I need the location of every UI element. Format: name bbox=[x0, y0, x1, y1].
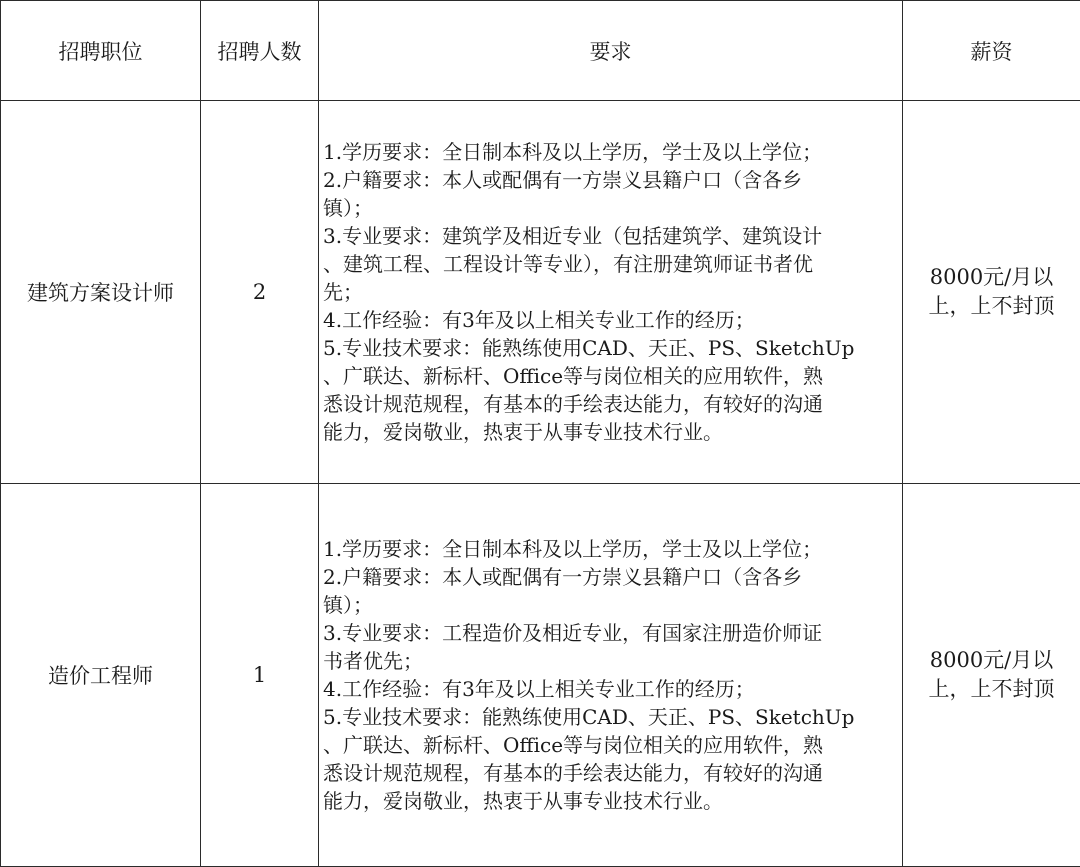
requirement-line: 能力，爱岗敬业，热衷于从事专业技术行业。 bbox=[323, 418, 890, 446]
table-row bbox=[1, 101, 1080, 484]
salary-line: 8000元/月以 bbox=[903, 263, 1080, 292]
requirements-cell bbox=[319, 101, 903, 484]
header-count: 招聘人数 bbox=[201, 1, 319, 101]
salary-line: 8000元/月以 bbox=[903, 646, 1080, 675]
requirement-line: 、建筑工程、工程设计等专业），有注册建筑师证书者优 bbox=[323, 250, 890, 278]
requirement-line: 1.学历要求：全日制本科及以上学历，学士及以上学位； bbox=[323, 535, 890, 563]
requirement-line: 2.户籍要求：本人或配偶有一方崇义县籍户口（含各乡 bbox=[323, 563, 890, 591]
position-cell: 造价工程师 bbox=[1, 484, 201, 867]
count-cell: 1 bbox=[201, 484, 319, 867]
requirement-line: 先； bbox=[323, 278, 890, 306]
position-cell: 建筑方案设计师 bbox=[1, 101, 201, 484]
requirement-line: 5.专业技术要求：能熟练使用CAD、天正、PS、SketchUp bbox=[323, 334, 890, 362]
requirement-line: 能力，爱岗敬业，热衷于从事专业技术行业。 bbox=[323, 787, 890, 815]
salary-line: 上，上不封顶 bbox=[903, 292, 1080, 321]
table-row bbox=[1, 484, 1080, 867]
header-salary: 薪资 bbox=[903, 1, 1080, 101]
salary-line: 上，上不封顶 bbox=[903, 675, 1080, 704]
requirement-line: 2.户籍要求：本人或配偶有一方崇义县籍户口（含各乡 bbox=[323, 166, 890, 194]
requirement-line: 4.工作经验：有3年及以上相关专业工作的经历； bbox=[323, 306, 890, 334]
requirement-line: 、广联达、新标杆、Office等与岗位相关的应用软件，熟 bbox=[323, 362, 890, 390]
requirement-line: 镇）； bbox=[323, 591, 890, 619]
requirement-line: 1.学历要求：全日制本科及以上学历，学士及以上学位； bbox=[323, 138, 890, 166]
requirement-line: 4.工作经验：有3年及以上相关专业工作的经历； bbox=[323, 675, 890, 703]
count-cell: 2 bbox=[201, 101, 319, 484]
table-header-row bbox=[1, 1, 1080, 101]
requirement-line: 悉设计规范规程，有基本的手绘表达能力，有较好的沟通 bbox=[323, 759, 890, 787]
requirement-line: 3.专业要求：工程造价及相近专业，有国家注册造价师证 bbox=[323, 619, 890, 647]
salary-cell bbox=[903, 484, 1080, 867]
requirements-cell bbox=[319, 484, 903, 867]
salary-cell bbox=[903, 101, 1080, 484]
requirement-line: 、广联达、新标杆、Office等与岗位相关的应用软件，熟 bbox=[323, 731, 890, 759]
requirement-line: 镇）； bbox=[323, 194, 890, 222]
requirement-line: 悉设计规范规程，有基本的手绘表达能力，有较好的沟通 bbox=[323, 390, 890, 418]
requirement-line: 书者优先； bbox=[323, 647, 890, 675]
requirement-line: 5.专业技术要求：能熟练使用CAD、天正、PS、SketchUp bbox=[323, 703, 890, 731]
header-requirements: 要求 bbox=[319, 1, 903, 101]
header-position: 招聘职位 bbox=[1, 1, 201, 101]
requirement-line: 3.专业要求：建筑学及相近专业（包括建筑学、建筑设计 bbox=[323, 222, 890, 250]
